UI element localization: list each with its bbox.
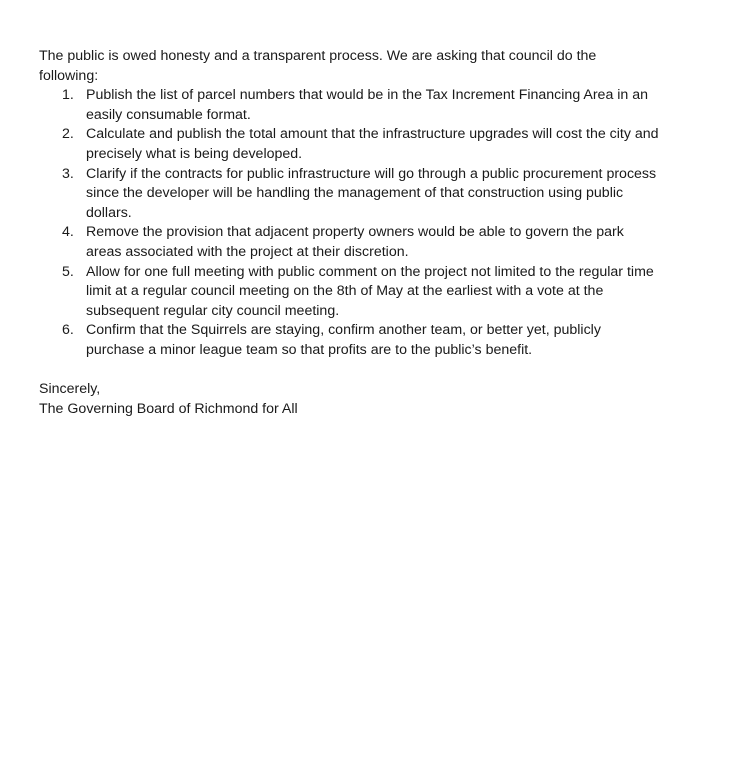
closing-salutation: Sincerely,	[39, 381, 101, 398]
closing-block	[39, 380, 659, 419]
demands-list	[39, 86, 659, 360]
list-item-number: 1.	[62, 87, 74, 104]
list-item-text: Calculate and publish the total amount that the infrastructure upgrades will cost the city and precisely what is being developed.	[86, 126, 659, 162]
list-item	[39, 263, 659, 322]
list-item-text: Confirm that the Squirrels are staying, confirm another team, or better yet, publicly purchase a minor league team so that profits are to the public’s benefit.	[86, 322, 601, 358]
intro-paragraph: The public is owed honesty and a transparent process. We are asking that council do the following:	[39, 48, 597, 84]
list-item	[39, 86, 659, 125]
list-item-number: 4.	[62, 224, 74, 241]
list-item-text: Clarify if the contracts for public infrastructure will go through a public procurement process since the developer will be handling the management of that construction using public dollars.	[86, 165, 657, 221]
list-item-number: 3.	[62, 165, 74, 182]
list-item-number: 6.	[62, 322, 74, 339]
list-item-number: 5.	[62, 263, 74, 280]
list-item	[39, 125, 659, 164]
list-item	[39, 165, 659, 224]
list-item-text: Remove the provision that adjacent property owners would be able to govern the park areas associated with the project at their discretion.	[86, 224, 624, 260]
list-item	[39, 223, 659, 262]
letter-page	[39, 47, 659, 419]
list-item	[39, 321, 659, 360]
list-item-number: 2.	[62, 126, 74, 143]
list-item-text: Publish the list of parcel numbers that would be in the Tax Increment Financing Area in an easily consumable format.	[86, 87, 649, 123]
list-item-text: Allow for one full meeting with public comment on the project not limited to the regular time limit at a regular council meeting on the 8th of May at the earliest with a vote at the subsequent regular city council meeting.	[86, 263, 654, 319]
signature: The Governing Board of Richmond for All	[39, 400, 298, 417]
